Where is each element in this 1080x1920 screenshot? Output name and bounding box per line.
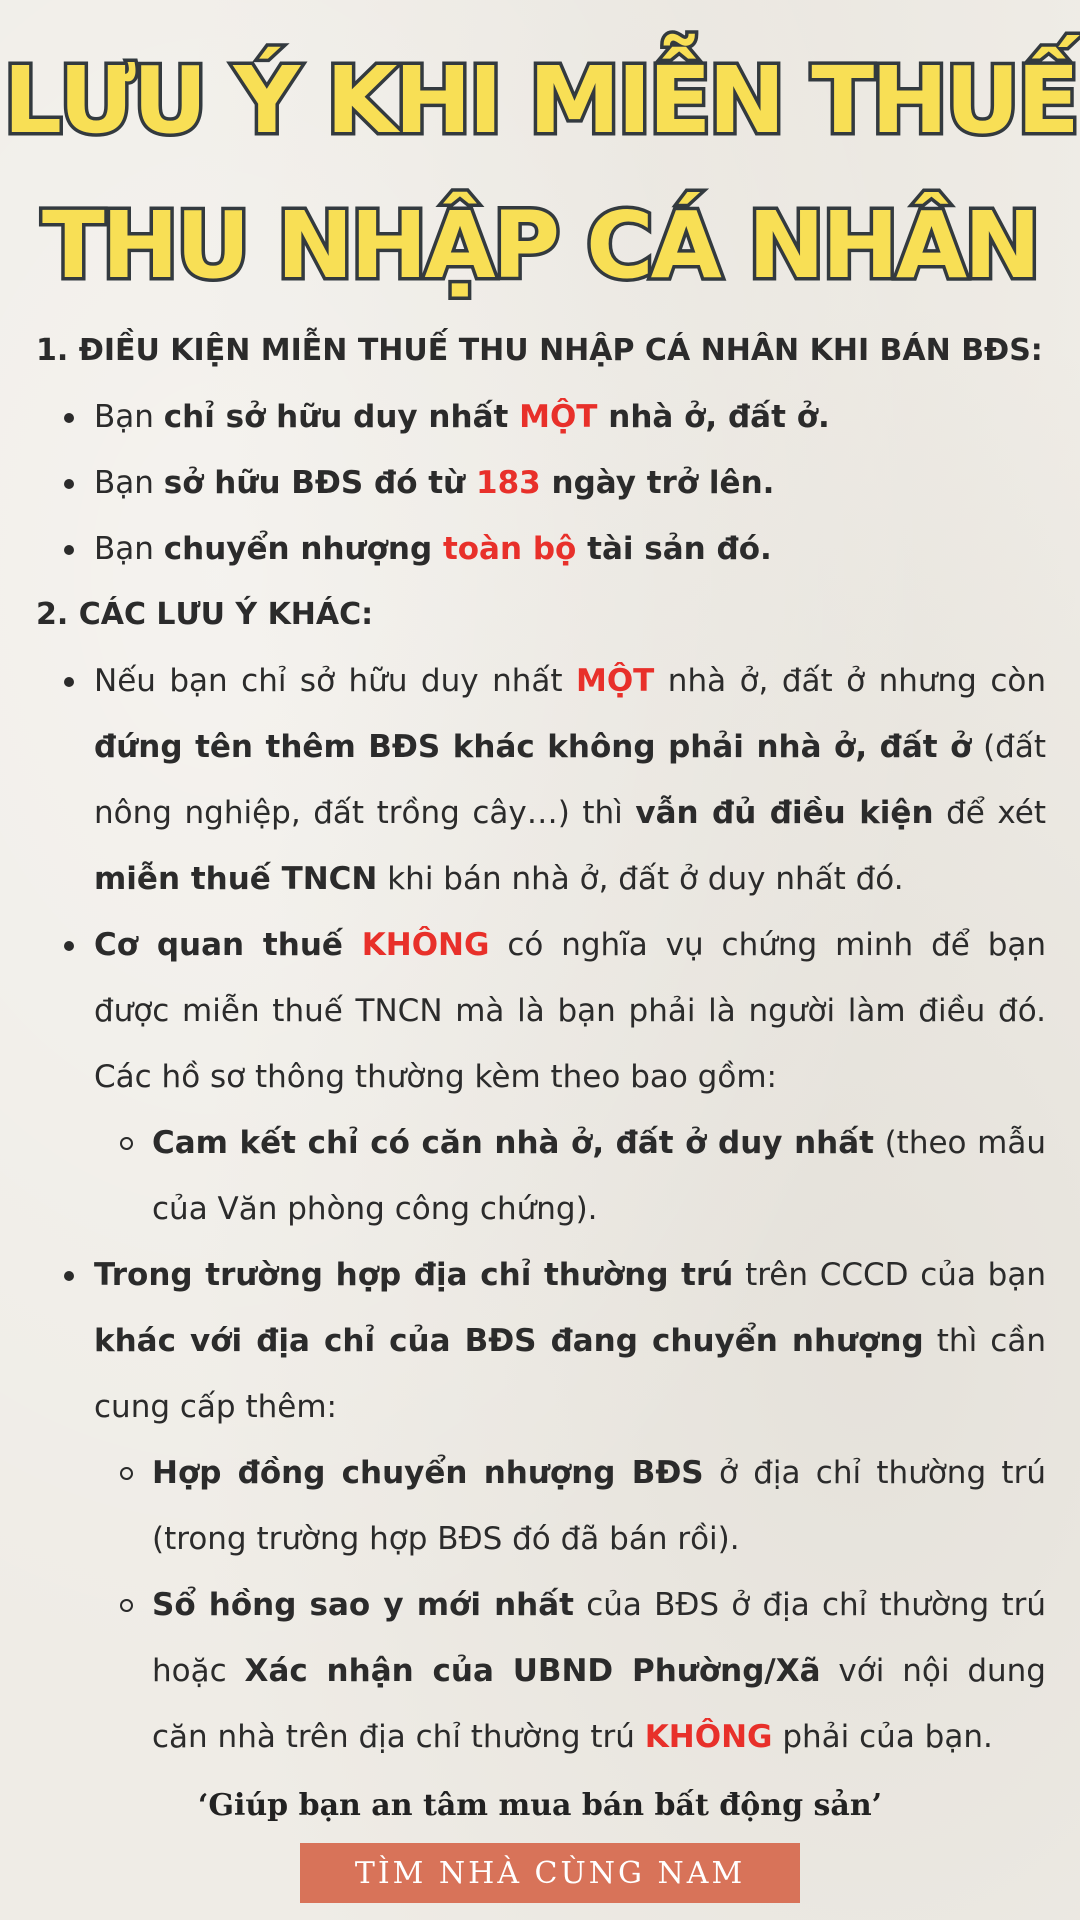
sub-list-item: Cam kết chỉ có căn nhà ở, đất ở duy nhất (theo mẫu của Văn phòng công chứng). xyxy=(94,1110,1046,1242)
list-item: Trong trường hợp địa chỉ thường trú trên CCCD của bạn khác với địa chỉ của BĐS đang chuyển nhượng thì cần cung cấp thêm: Hợp đồng chuyển nhượng BĐS ở địa chỉ thường trú (trong trường hợp BĐS đó đã bán rồi). Sổ hồng sao y mới nhất của BĐS ở địa chỉ thường trú hoặc Xác nhận của UBND Phường/Xã với nội dung căn nhà trên địa chỉ thường trú KHÔNG phải của bạn. xyxy=(36,1242,1046,1770)
sub-list xyxy=(94,1110,1046,1242)
slogan: ‘Giúp bạn an tâm mua bán bất động sản’ xyxy=(197,1788,883,1823)
list-item: Nếu bạn chỉ sở hữu duy nhất MỘT nhà ở, đất ở nhưng còn đứng tên thêm BĐS khác không phải nhà ở, đất ở (đất nông nghiệp, đất trồng cây…) thì vẫn đủ điều kiện để xét miễn thuế TNCN khi bán nhà ở, đất ở duy nhất đó. xyxy=(36,648,1046,912)
page-title-line-1: LƯU Ý KHI MIỄN THUẾ xyxy=(3,47,1077,154)
list-item: Bạn chỉ sở hữu duy nhất MỘT nhà ở, đất ở. xyxy=(36,384,1046,450)
main-content xyxy=(36,318,1046,1770)
cta-button[interactable]: TÌM NHÀ CÙNG NAM xyxy=(300,1843,800,1903)
sub-list xyxy=(94,1440,1046,1770)
page-title-line-2: THU NHẬP CÁ NHÂN xyxy=(41,192,1039,299)
list-item: Cơ quan thuế KHÔNG có nghĩa vụ chứng minh để bạn được miễn thuế TNCN mà là bạn phải là người làm điều đó. Các hồ sơ thông thường kèm theo bao gồm: Cam kết chỉ có căn nhà ở, đất ở duy nhất (theo mẫu của Văn phòng công chứng). xyxy=(36,912,1046,1242)
section-1-list xyxy=(36,384,1046,582)
section-1-heading: 1. ĐIỀU KIỆN MIỄN THUẾ THU NHẬP CÁ NHÂN KHI BÁN BĐS: xyxy=(36,333,1043,368)
list-item: Bạn chuyển nhượng toàn bộ tài sản đó. xyxy=(36,516,1046,582)
sub-list-item: Sổ hồng sao y mới nhất của BĐS ở địa chỉ thường trú hoặc Xác nhận của UBND Phường/Xã với nội dung căn nhà trên địa chỉ thường trú KHÔNG phải của bạn. xyxy=(94,1572,1046,1770)
section-2-list xyxy=(36,648,1046,1770)
section-2-heading: 2. CÁC LƯU Ý KHÁC: xyxy=(36,597,374,632)
sub-list-item: Hợp đồng chuyển nhượng BĐS ở địa chỉ thường trú (trong trường hợp BĐS đó đã bán rồi). xyxy=(94,1440,1046,1572)
list-item: Bạn sở hữu BĐS đó từ 183 ngày trở lên. xyxy=(36,450,1046,516)
